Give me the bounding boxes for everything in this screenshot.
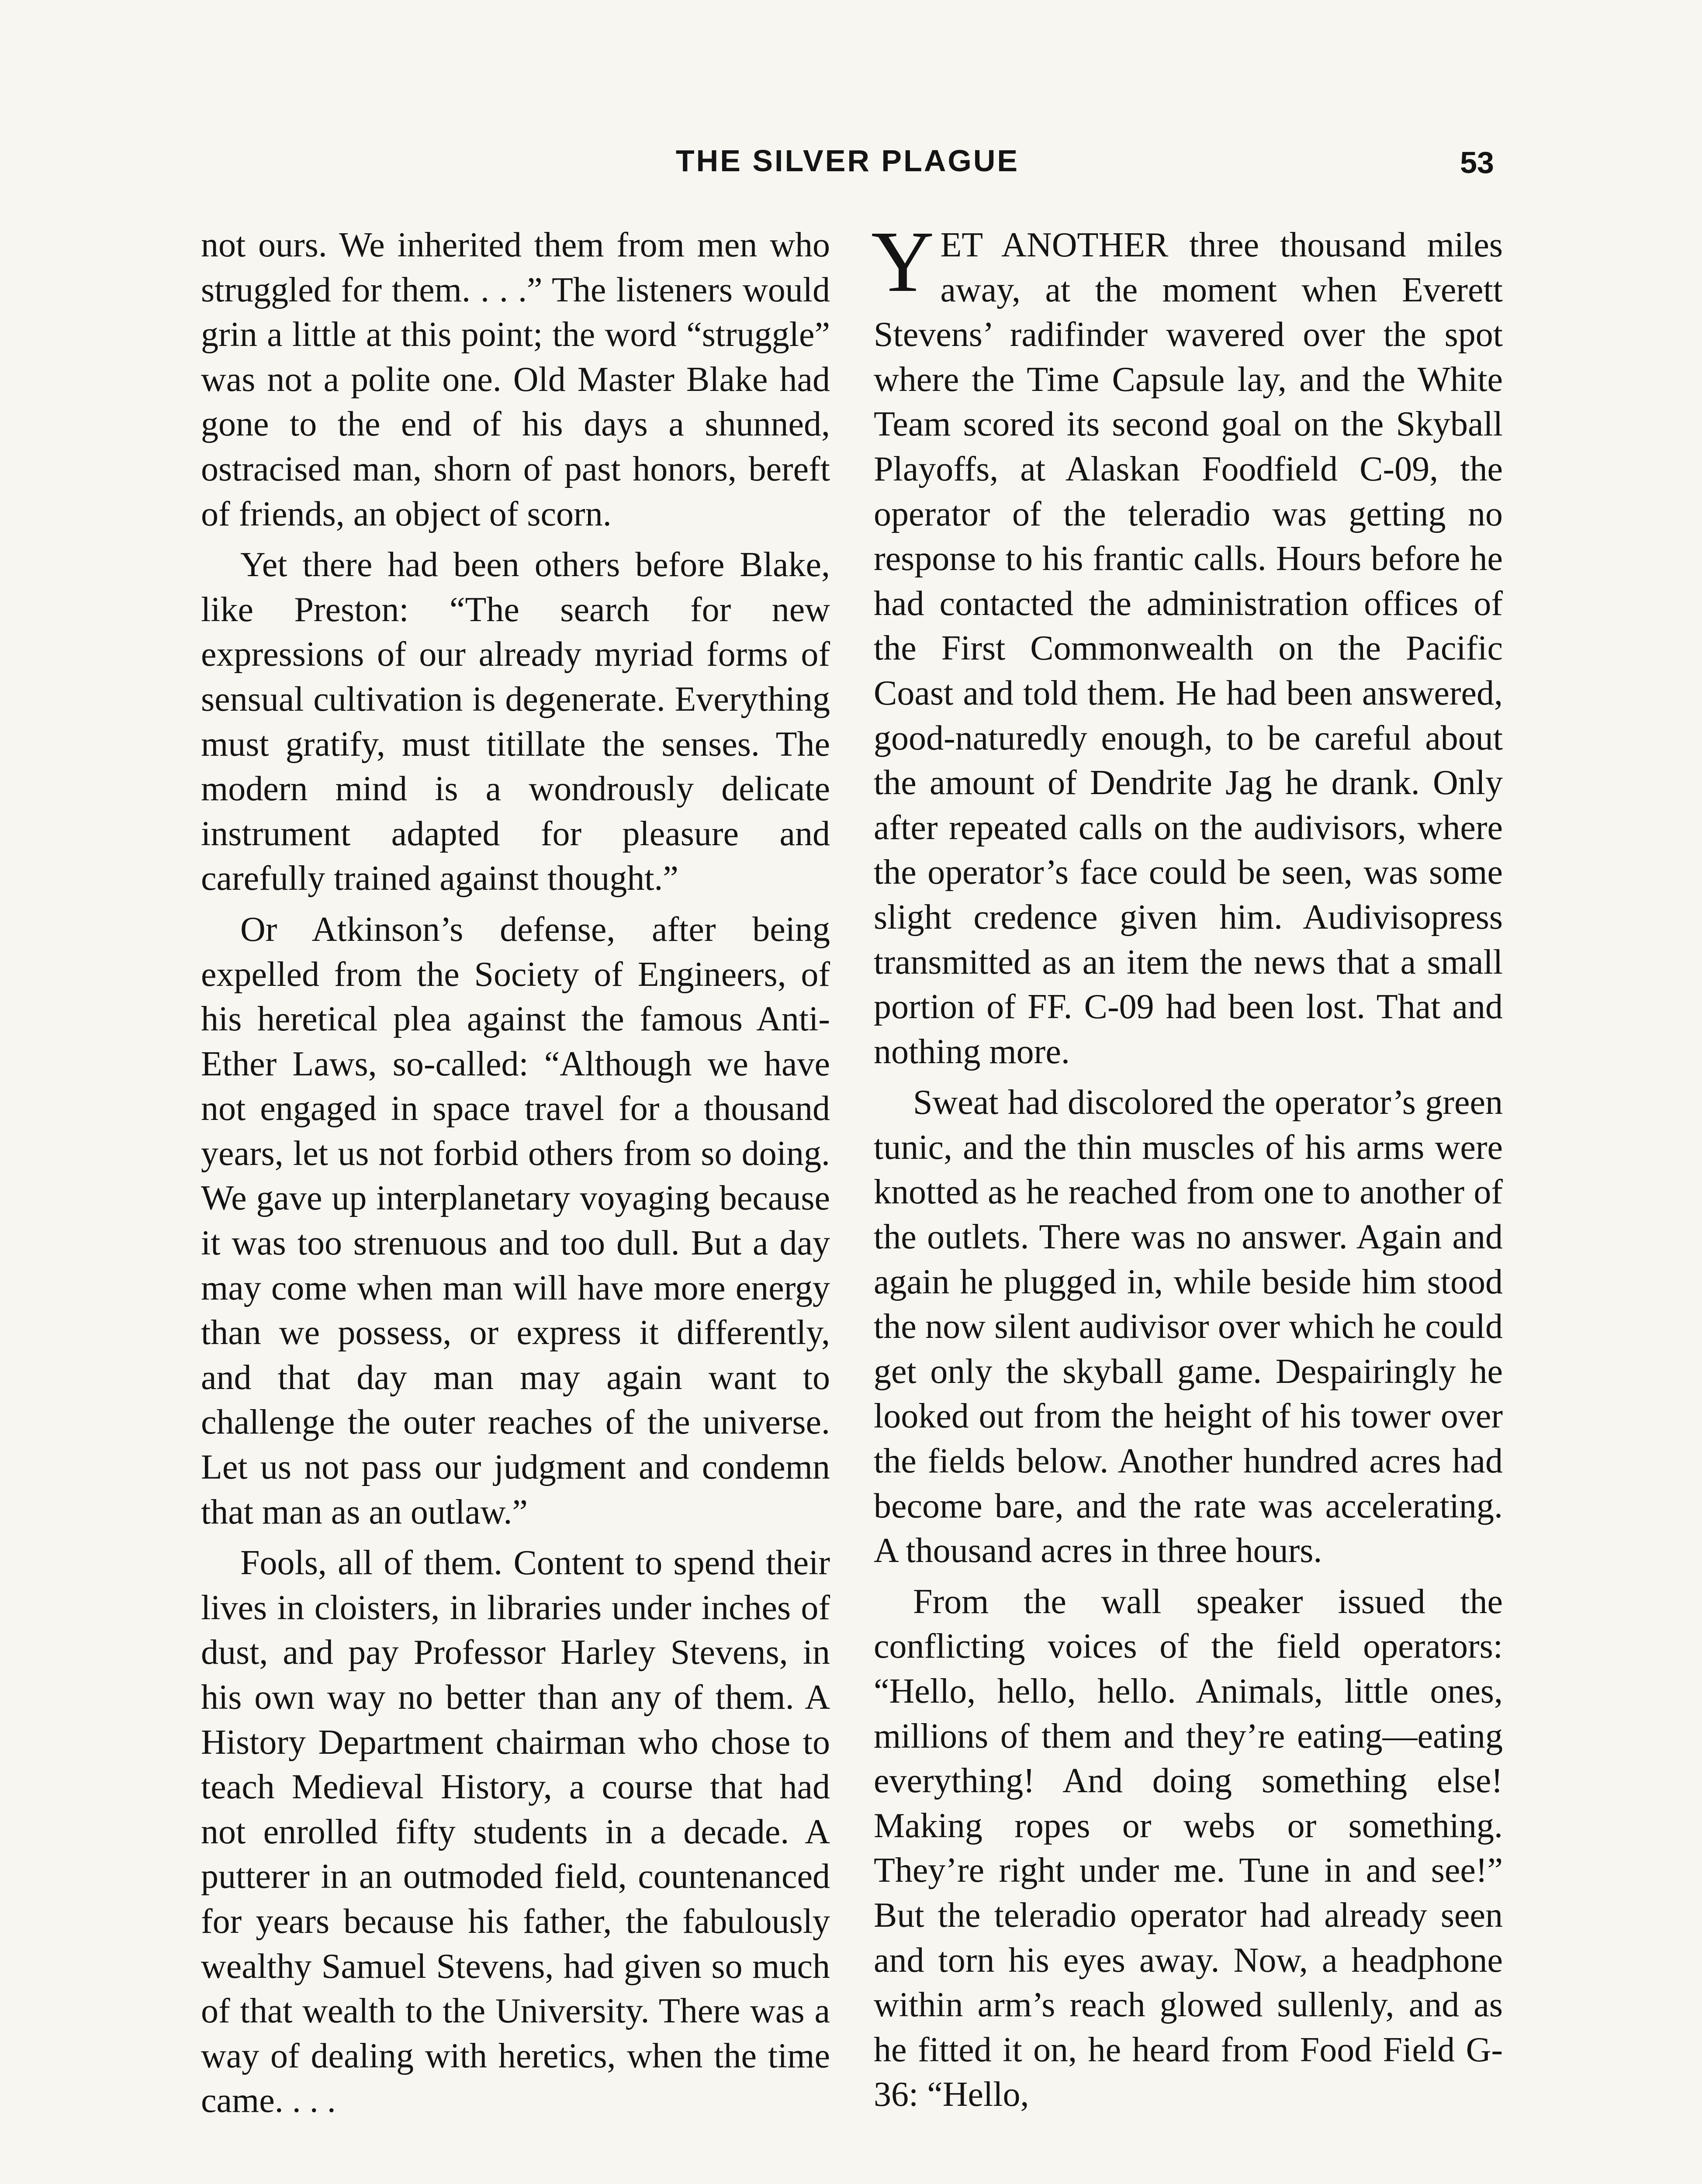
- drop-cap: Y: [871, 214, 934, 310]
- left-column: [201, 223, 830, 2129]
- right-column: [871, 214, 1503, 2123]
- right-paragraph-1-text: ET ANOTHER three thousand miles away, at the moment when Everett Stevens’ radifinder wavered over the spot where the Time Capsule lay, and the White Team scored its second goal on the Skyball Playoffs, at Alaskan Foodfield C-09, the operator of the teleradio was getting no response to his frantic calls. Hours before he had contacted the administration offices of the First Commonwealth on the Pacific Coast and told them. He had been answered, good-naturedly enough, to be careful about the amount of Dendrite Jag he drank. Only after repeated calls on the audivisors, where the operator’s face could be seen, was some slight credence given him. Audivisopress transmitted as an item the news that a small portion of FF. C-09 had been lost. That and nothing more.: [874, 226, 1503, 1071]
- running-head: THE SILVER PLAGUE: [675, 144, 1020, 178]
- left-paragraph-2: Yet there had been others before Blake, like Preston: “The search for new expressions of our already myriad forms of sensual cultivation is degenerate. Everything must gratify, must titillate the senses. The modern mind is a wondrously delicate instrument adapted for pleasure and carefully trained against thought.”: [201, 546, 830, 898]
- left-paragraph-4: Fools, all of them. Content to spend their lives in cloisters, in libraries under inches of dust, and pay Professor Harley Stevens, in his own way no better than any of them. A History Department chairman who chose to teach Medieval History, a course that had not enrolled fifty students in a decade. A putterer in an outmoded field, countenanced for years because his father, the fabulously wealthy Samuel Stevens, had given so much of that wealth to the University. There was a way of dealing with heretics, when the time came. . . .: [201, 1544, 830, 2120]
- left-paragraph-1: not ours. We inherited them from men who struggled for them. . . .” The listeners would grin a little at this point; the word “struggle” was not a polite one. Old Master Blake had gone to the end of his days a shunned, ostracised man, shorn of past honors, bereft of friends, an object of scorn.: [201, 226, 830, 533]
- left-paragraph-3: Or Atkinson’s defense, after being expelled from the Society of Engineers, of his heretical plea against the famous Anti-Ether Laws, so-called: “Although we have not engaged in space travel for a thousand years, let us not forbid others from so doing. We gave up interplanetary voyaging because it was too strenuous and too dull. But a day may come when man will have more energy than we possess, or express it differently, and that day man may again want to challenge the outer reaches of the universe. Let us not pass our judgment and condemn that man as an outlaw.”: [201, 910, 830, 1531]
- page-header: [201, 135, 1494, 192]
- page-number: 53: [1460, 145, 1494, 180]
- right-paragraph-3: From the wall speaker issued the conflicting voices of the field operators: “Hello, hello, hello. Animals, little ones, millions of them and they’re eating—eating everything! And doing something else! Making ropes or webs or something. They’re right under me. Tune in and see!” But the teleradio operator had already seen and torn his eyes away. Now, a headphone within arm’s reach glowed sullenly, and as he fitted it on, he heard from Food Field G-36: “Hello,: [874, 1582, 1503, 2114]
- right-paragraph-1: [871, 214, 1503, 1074]
- right-paragraph-2: Sweat had discolored the operator’s green tunic, and the thin muscles of his arms were knotted as he reached from one to another of the outlets. There was no answer. Again and again he plugged in, while beside him stood the now silent audivisor over which he could get only the skyball game. Despairingly he looked out from the height of his tower over the fields below. Another hundred acres had become bare, and the rate was accelerating. A thousand acres in three hours.: [874, 1083, 1503, 1570]
